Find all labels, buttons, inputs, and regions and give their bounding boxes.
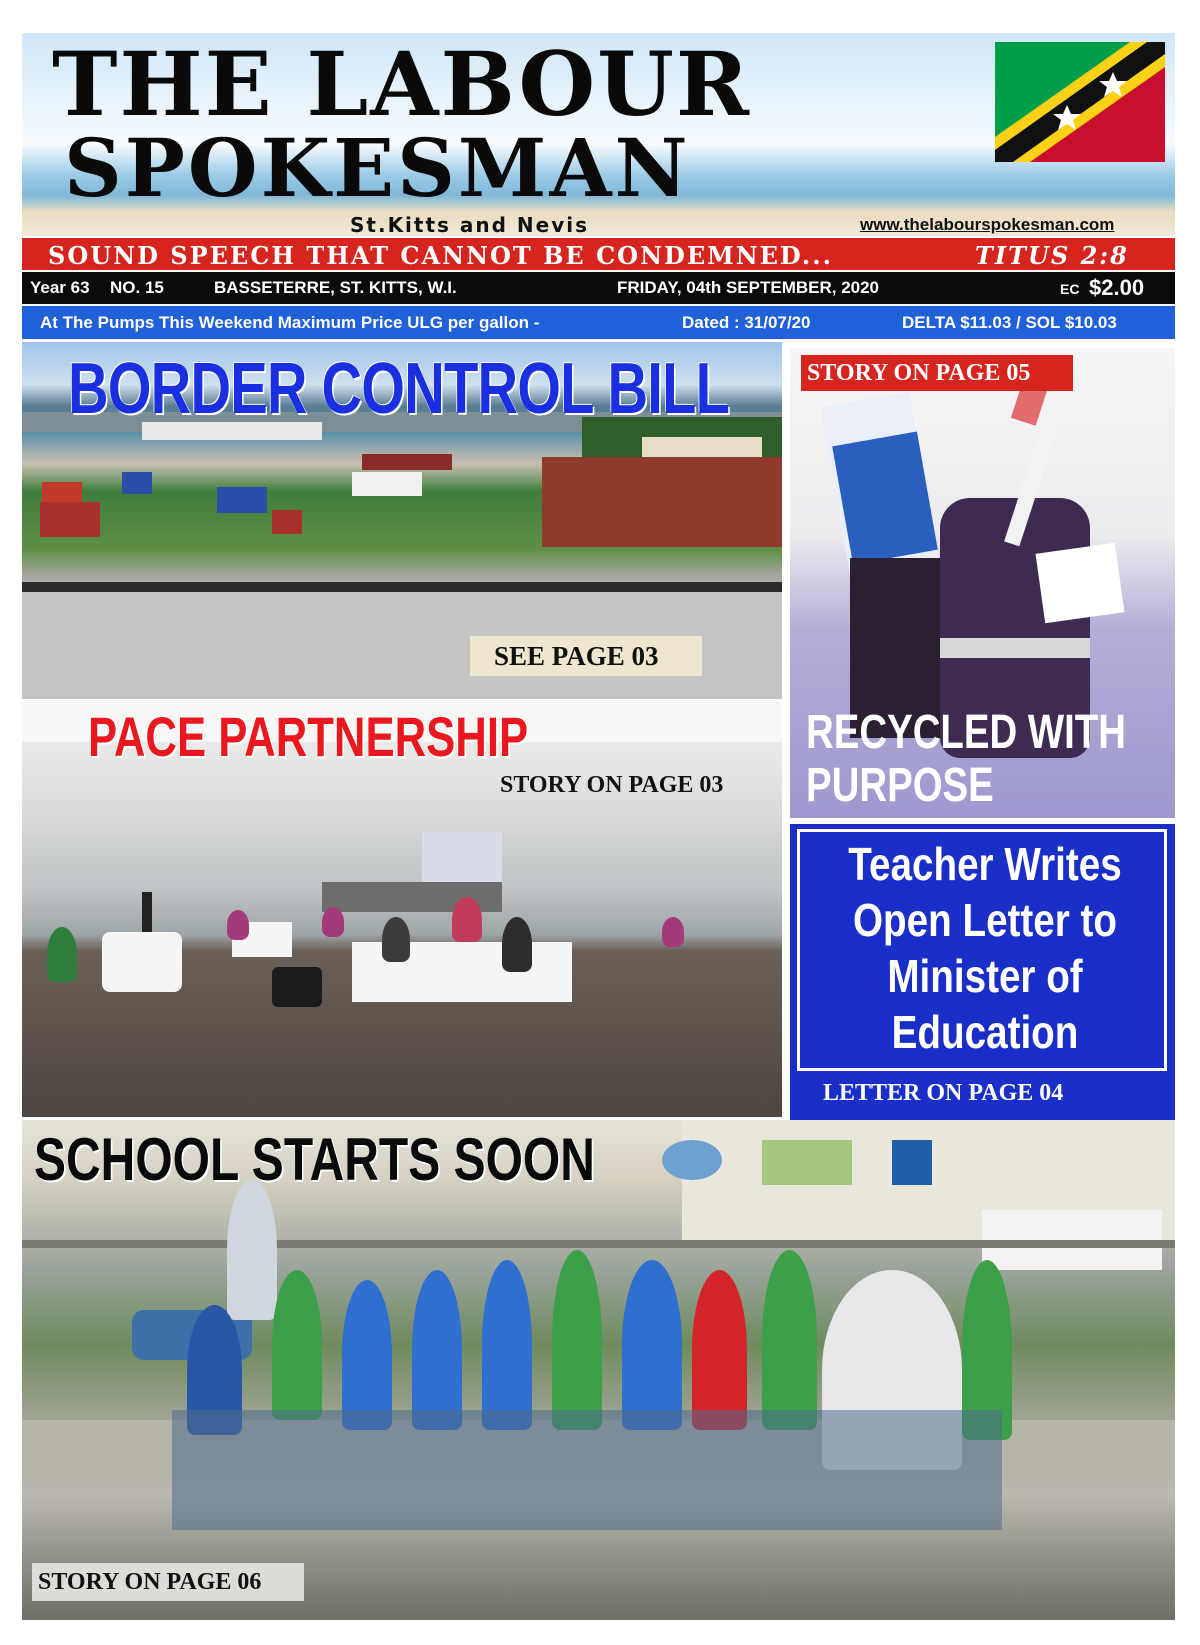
issue-date: FRIDAY, 04th SEPTEMBER, 2020 xyxy=(617,278,880,297)
fuel-prices: DELTA $11.03 / SOL $10.03 xyxy=(902,313,1117,332)
masthead-title-line1: THE LABOUR xyxy=(52,32,752,136)
teacher-page-tag: LETTER ON PAGE 04 xyxy=(823,1080,1064,1106)
fuel-dated: Dated : 31/07/20 xyxy=(682,313,811,332)
teacher-headline-line3: Minister of xyxy=(887,950,1083,1002)
issue-year: Year 63 xyxy=(30,278,90,297)
pace-page-tag: STORY ON PAGE 03 xyxy=(500,772,724,798)
fuel-label: At The Pumps This Weekend Maximum Price ULG per gallon - xyxy=(40,313,540,332)
pace-partnership-headline: PACE PARTNERSHIP xyxy=(88,705,529,768)
st-kitts-nevis-flag-icon xyxy=(995,42,1165,162)
school-starts-soon-headline: SCHOOL STARTS SOON xyxy=(34,1126,595,1193)
slogan-text: SOUND SPEECH THAT CANNOT BE CONDEMNED... xyxy=(48,241,833,270)
issue-location: BASSETERRE, ST. KITTS, W.I. xyxy=(214,278,457,297)
masthead-subtitle: St.Kitts and Nevis xyxy=(350,213,590,237)
border-control-headline: BORDER CONTROL BILL xyxy=(68,349,730,429)
school-starts-soon-photo xyxy=(22,1120,1175,1620)
masthead-title-line2: SPOKESMAN xyxy=(64,121,691,215)
slogan-reference: TITUS 2:8 xyxy=(975,241,1129,270)
teacher-headline-line1: Teacher Writes xyxy=(848,838,1122,890)
issue-info-bar xyxy=(22,272,1175,304)
school-page-tag: STORY ON PAGE 06 xyxy=(32,1563,304,1601)
recycle-headline-line1: RECYCLED WITH xyxy=(806,706,1126,759)
recycle-page-tag: STORY ON PAGE 05 xyxy=(801,355,1073,391)
website-link[interactable]: www.thelabourspokesman.com xyxy=(860,215,1115,234)
border-control-page-tag: SEE PAGE 03 xyxy=(470,636,702,676)
issue-price: $2.00 xyxy=(1089,275,1145,300)
teacher-headline-line4: Education xyxy=(891,1006,1079,1058)
fuel-price-bar xyxy=(22,306,1175,339)
recycle-headline-line2: PURPOSE xyxy=(806,759,994,812)
teacher-letter-box xyxy=(797,829,1167,1071)
teacher-headline-line2: Open Letter to xyxy=(852,894,1118,946)
issue-number: NO. 15 xyxy=(110,278,164,297)
issue-currency: EC xyxy=(1060,281,1080,297)
